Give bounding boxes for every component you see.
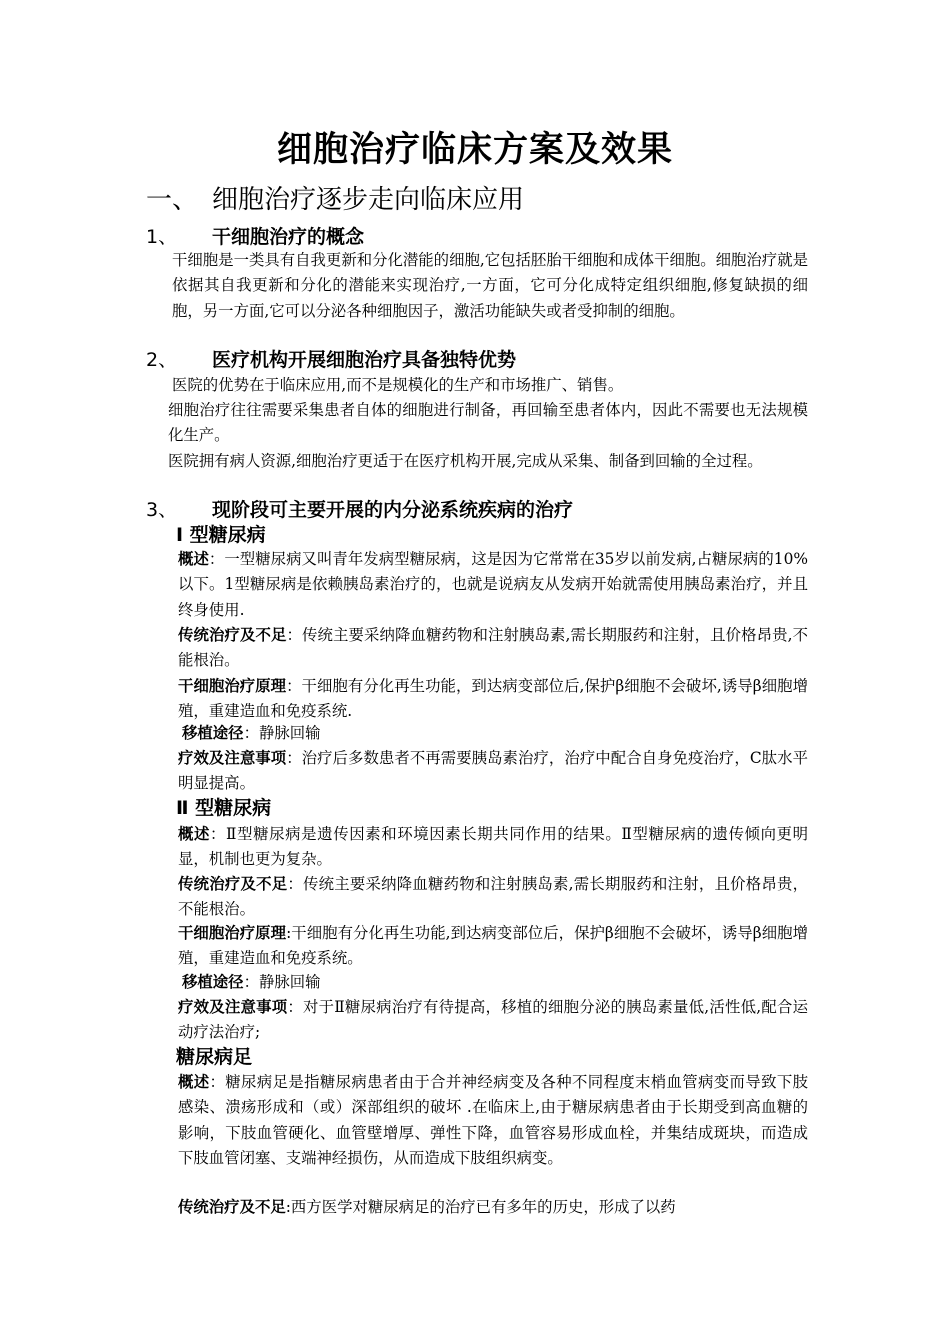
text-overview: ：Ⅱ型糖尿病是遗传因素和环境因素长期共同作用的结果。Ⅱ型糖尿病的遗传倾向更明显，机制也更为复杂。 xyxy=(178,825,808,869)
section-heading-text: 细胞治疗逐步走向临床应用 xyxy=(212,185,525,215)
paragraph-type2-effect xyxy=(178,995,808,1046)
text-route: ：静脉回输 xyxy=(243,973,321,991)
topic-heading-diabetic-foot: 糖尿病足 xyxy=(176,1046,253,1068)
text-traditional: ：传统主要采纳降血糖药物和注射胰岛素,需长期服药和注射，且价格昂贵,不能根治。 xyxy=(178,626,808,670)
label-traditional: 传统治疗及不足 xyxy=(178,1198,286,1216)
section-number: 一、 xyxy=(146,185,199,215)
label-traditional: 传统治疗及不足 xyxy=(178,626,287,644)
paragraph-hospital-advantage-3: 医院拥有病人资源,细胞治疗更适于在医疗机构开展,完成从采集、制备到回输的全过程。 xyxy=(168,452,763,470)
label-stem-principle: 干细胞治疗原理 xyxy=(178,924,287,942)
paragraph-type1-effect xyxy=(178,746,808,797)
section-heading-1 xyxy=(146,182,524,218)
subsection-number: 2、 xyxy=(146,349,178,371)
subsection-number: 1、 xyxy=(146,226,178,248)
text-effect: ：治疗后多数患者不再需要胰岛素治疗，治疗中配合自身免疫治疗，C肽水平明显提高。 xyxy=(178,749,808,793)
paragraph-type1-stem-principle xyxy=(178,674,808,725)
paragraph-type2-stem-principle xyxy=(178,921,808,972)
paragraph-type2-route xyxy=(178,970,812,995)
paragraph-type2-overview xyxy=(178,822,808,873)
paragraph-foot-overview xyxy=(178,1070,808,1171)
paragraph-hospital-advantage-1: 医院的优势在于临床应用,而不是规模化的生产和市场推广、销售。 xyxy=(172,376,624,394)
subsection-heading-2 xyxy=(146,347,516,373)
paragraph-type1-route xyxy=(178,721,812,746)
paragraph-foot-traditional xyxy=(178,1195,808,1220)
paragraph-stem-cell-concept: 干细胞是一类具有自我更新和分化潜能的细胞,它包括胚胎干细胞和成体干细胞。细胞治疗就是依据其自我更新和分化的潜能来实现治疗,一方面，它可分化成特定组织细胞,修复缺损的细胞，另一方面,它可以分泌各种细胞因子，激活功能缺失或者受抑制的细胞。 xyxy=(172,251,808,320)
subsection-heading-text: 现阶段可主要开展的内分泌系统疾病的治疗 xyxy=(212,499,574,521)
document-title: 细胞治疗临床方案及效果 xyxy=(276,130,673,170)
label-overview: 概述 xyxy=(178,825,211,843)
label-effect: 疗效及注意事项 xyxy=(178,998,288,1016)
text-effect: ：对于Ⅱ糖尿病治疗有待提高，移植的细胞分泌的胰岛素量低,活性低,配合运动疗法治疗; xyxy=(178,998,808,1042)
paragraph-type1-traditional xyxy=(178,623,808,674)
subsection-heading-3 xyxy=(146,497,573,523)
paragraph-type1-overview xyxy=(178,547,808,623)
subsection-heading-text: 干细胞治疗的概念 xyxy=(212,226,365,248)
text-stem-principle: :干细胞有分化再生功能,到达病变部位后，保护β细胞不会破坏，诱导β细胞增殖，重建造血和免疫系统。 xyxy=(178,924,808,968)
label-traditional: 传统治疗及不足 xyxy=(178,875,288,893)
label-overview: 概述 xyxy=(178,550,209,568)
paragraph-type2-traditional xyxy=(178,872,808,923)
topic-heading-type2-diabetes: Ⅱ 型糖尿病 xyxy=(176,797,272,819)
subsection-heading-text: 医疗机构开展细胞治疗具备独特优势 xyxy=(212,349,517,371)
text-overview: ：一型糖尿病又叫青年发病型糖尿病，这是因为它常常在35岁以前发病,占糖尿病的10%以下。1型糖尿病是依赖胰岛素治疗的，也就是说病友从发病开始就需使用胰岛素治疗，并且终身使用. xyxy=(178,550,808,619)
label-stem-principle: 干细胞治疗原理 xyxy=(178,677,287,695)
label-effect: 疗效及注意事项 xyxy=(178,749,287,767)
label-route: 移植途径 xyxy=(182,973,244,991)
subsection-heading-1 xyxy=(146,224,364,250)
paragraph-hospital-advantage-2: 细胞治疗往往需要采集患者自体的细胞进行制备，再回输至患者体内，因此不需要也无法规模化生产。 xyxy=(168,401,808,445)
text-traditional: :西方医学对糖尿病足的治疗已有多年的历史，形成了以药 xyxy=(285,1198,676,1216)
text-traditional: ：传统主要采纳降血糖药物和注射胰岛素,需长期服药和注射，且价格昂贵，不能根治。 xyxy=(178,875,808,919)
text-overview: ：糖尿病足是指糖尿病患者由于合并神经病变及各种不同程度末梢血管病变而导致下肢感染、溃疡形成和（或）深部组织的破坏 .在临床上,由于糖尿病患者由于长期受到高血糖的影响，下肢血管硬化、血管壁增厚、弹性下降，血管容易形成血栓，并集结成斑块，而造成下肢血管闭塞、支端神经损伤，从而造成下肢组织病变。 xyxy=(178,1073,808,1167)
topic-heading-type1-diabetes: Ⅰ 型糖尿病 xyxy=(176,524,266,546)
text-stem-principle: ：干细胞有分化再生功能，到达病变部位后,保护β细胞不会破坏,诱导β细胞增殖，重建造血和免疫系统. xyxy=(178,677,808,721)
label-route: 移植途径 xyxy=(182,724,244,742)
subsection-number: 3、 xyxy=(146,499,178,521)
label-overview: 概述 xyxy=(178,1073,210,1091)
text-route: ：静脉回输 xyxy=(243,724,321,742)
